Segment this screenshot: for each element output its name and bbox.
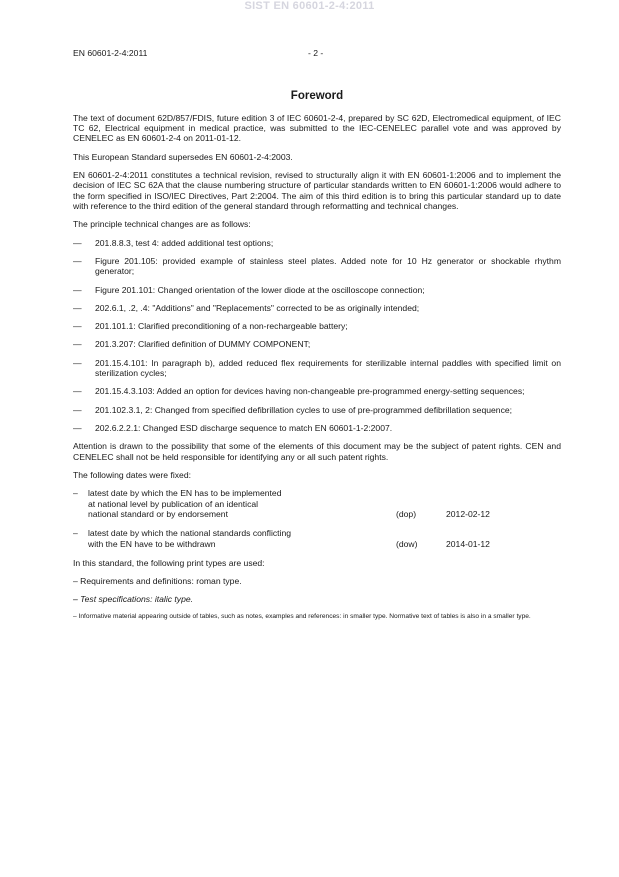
dash-bullet: —: [73, 255, 82, 266]
paragraph-patent-notice: Attention is drawn to the possibility that some of the elements of this document may be the subject of patent rights. CEN and CENELEC shall not be held responsible for identifying any or all such patent rights.: [73, 441, 561, 462]
date-value: 2012-02-12: [446, 508, 490, 519]
date-code: (dow): [396, 538, 418, 549]
print-type-small: – Informative material appearing outside of tables, such as notes, examples and references: in smaller type. Normative text of tables is also in a smaller type.: [73, 612, 531, 620]
dash-bullet: —: [73, 357, 82, 368]
print-type-italic: – Test specifications: italic type.: [73, 594, 194, 605]
list-item-text: 201.15.4.101: In paragraph b), added reduced flex requirements for sterilizable internal paddles with specified limit on sterilization cycles;: [95, 357, 561, 379]
date-description: [88, 488, 358, 519]
dash-bullet: —: [73, 321, 82, 332]
list-item-text: 202.6.1, .2, .4: "Additions" and "Replacements" corrected to be as originally intended;: [95, 302, 420, 313]
paragraph-intro: The text of document 62D/857/FDIS, future edition 3 of IEC 60601-2-4, prepared by SC 62D, Electromedical equipment, of IEC TC 62, Electrical equipment in medical practice, was submitted to the IEC-CENELEC parallel vote and was approved by CENELEC as EN 60601-2-4 on 2011-01-12.: [73, 112, 561, 144]
dash-bullet: —: [73, 302, 82, 313]
list-item: [73, 423, 561, 433]
dash-bullet: –: [73, 528, 78, 539]
list-item: [73, 358, 561, 379]
date-code: (dop): [396, 508, 417, 519]
list-item: [73, 256, 561, 277]
list-item: [73, 386, 561, 396]
dash-bullet: –: [73, 488, 78, 499]
section-title: Foreword: [290, 90, 344, 102]
date-row-dow: [73, 528, 561, 549]
paragraph-changes-intro: The principle technical changes are as follows:: [73, 219, 251, 230]
list-item-text: Figure 201.101: Changed orientation of the lower diode at the oscilloscope connection;: [95, 284, 425, 295]
paragraph-supersedes: This European Standard supersedes EN 60601-2-4:2003.: [73, 151, 293, 162]
list-item: [73, 285, 561, 295]
date-description-line: national standard or by endorsement: [88, 508, 228, 519]
list-item: [73, 321, 561, 331]
page-number: - 2 -: [308, 48, 324, 58]
dash-bullet: —: [73, 423, 82, 434]
paragraph-revision: EN 60601-2-4:2011 constitutes a technical revision, revised to structurally align it with EN 60601-1:2006 and to implement the decision of IEC SC 62A that the clause numbering structure of particular standards written to EN 60601-1:2006 would adhere to the form specified in ISO/IEC Directives, Part 2:2004. The aim of this third edition is to bring this particular standard up to date with reference to the third edition of the general standard through reformatting and technical changes.: [73, 170, 561, 211]
list-item: [73, 303, 561, 313]
foreword-section: [73, 90, 561, 629]
date-description-line: at national level by publication of an identical: [88, 498, 259, 509]
changes-list: [73, 238, 561, 434]
list-item-text: 201.102.3.1, 2: Changed from specified defibrillation cycles to use of pre-programmed defibrillation sequence;: [95, 404, 513, 415]
list-item-text: Figure 201.105: provided example of stainless steel plates. Added note for 10 Hz generator or shockable rhythm generator;: [95, 255, 561, 277]
dash-bullet: —: [73, 386, 82, 397]
list-item-text: 201.8.8.3, test 4: added additional test options;: [95, 237, 274, 248]
date-description-line: latest date by which the national standards conflicting: [88, 528, 292, 539]
dash-bullet: —: [73, 284, 82, 295]
list-item: [73, 405, 561, 415]
date-description-line: with the EN have to be withdrawn: [88, 538, 216, 549]
print-type-roman: – Requirements and definitions: roman type.: [73, 576, 242, 587]
list-item-text: 202.6.2.2.1: Changed ESD discharge sequence to match EN 60601-1-2:2007.: [95, 423, 393, 434]
paragraph-print-types-intro: In this standard, the following print types are used:: [73, 557, 265, 568]
list-item: [73, 339, 561, 349]
list-item-text: 201.101.1: Clarified preconditioning of a non-rechargeable battery;: [95, 321, 348, 332]
watermark: SIST EN 60601-2-4:2011: [244, 0, 375, 12]
date-description: [88, 528, 358, 549]
list-item-text: 201.3.207: Clarified definition of DUMMY COMPONENT;: [95, 339, 311, 350]
dash-bullet: —: [73, 339, 82, 350]
dash-bullet: —: [73, 237, 82, 248]
list-item-text: 201.15.4.3.103: Added an option for devices having non-changeable pre-programmed energy-setting sequences;: [95, 386, 525, 397]
date-row-dop: [73, 488, 561, 519]
list-item: [73, 238, 561, 248]
paragraph-dates-intro: The following dates were fixed:: [73, 469, 191, 480]
date-description-line: latest date by which the EN has to be implemented: [88, 488, 282, 499]
date-value: 2014-01-12: [446, 538, 490, 549]
document-id: EN 60601-2-4:2011: [73, 48, 148, 58]
dash-bullet: —: [73, 404, 82, 415]
